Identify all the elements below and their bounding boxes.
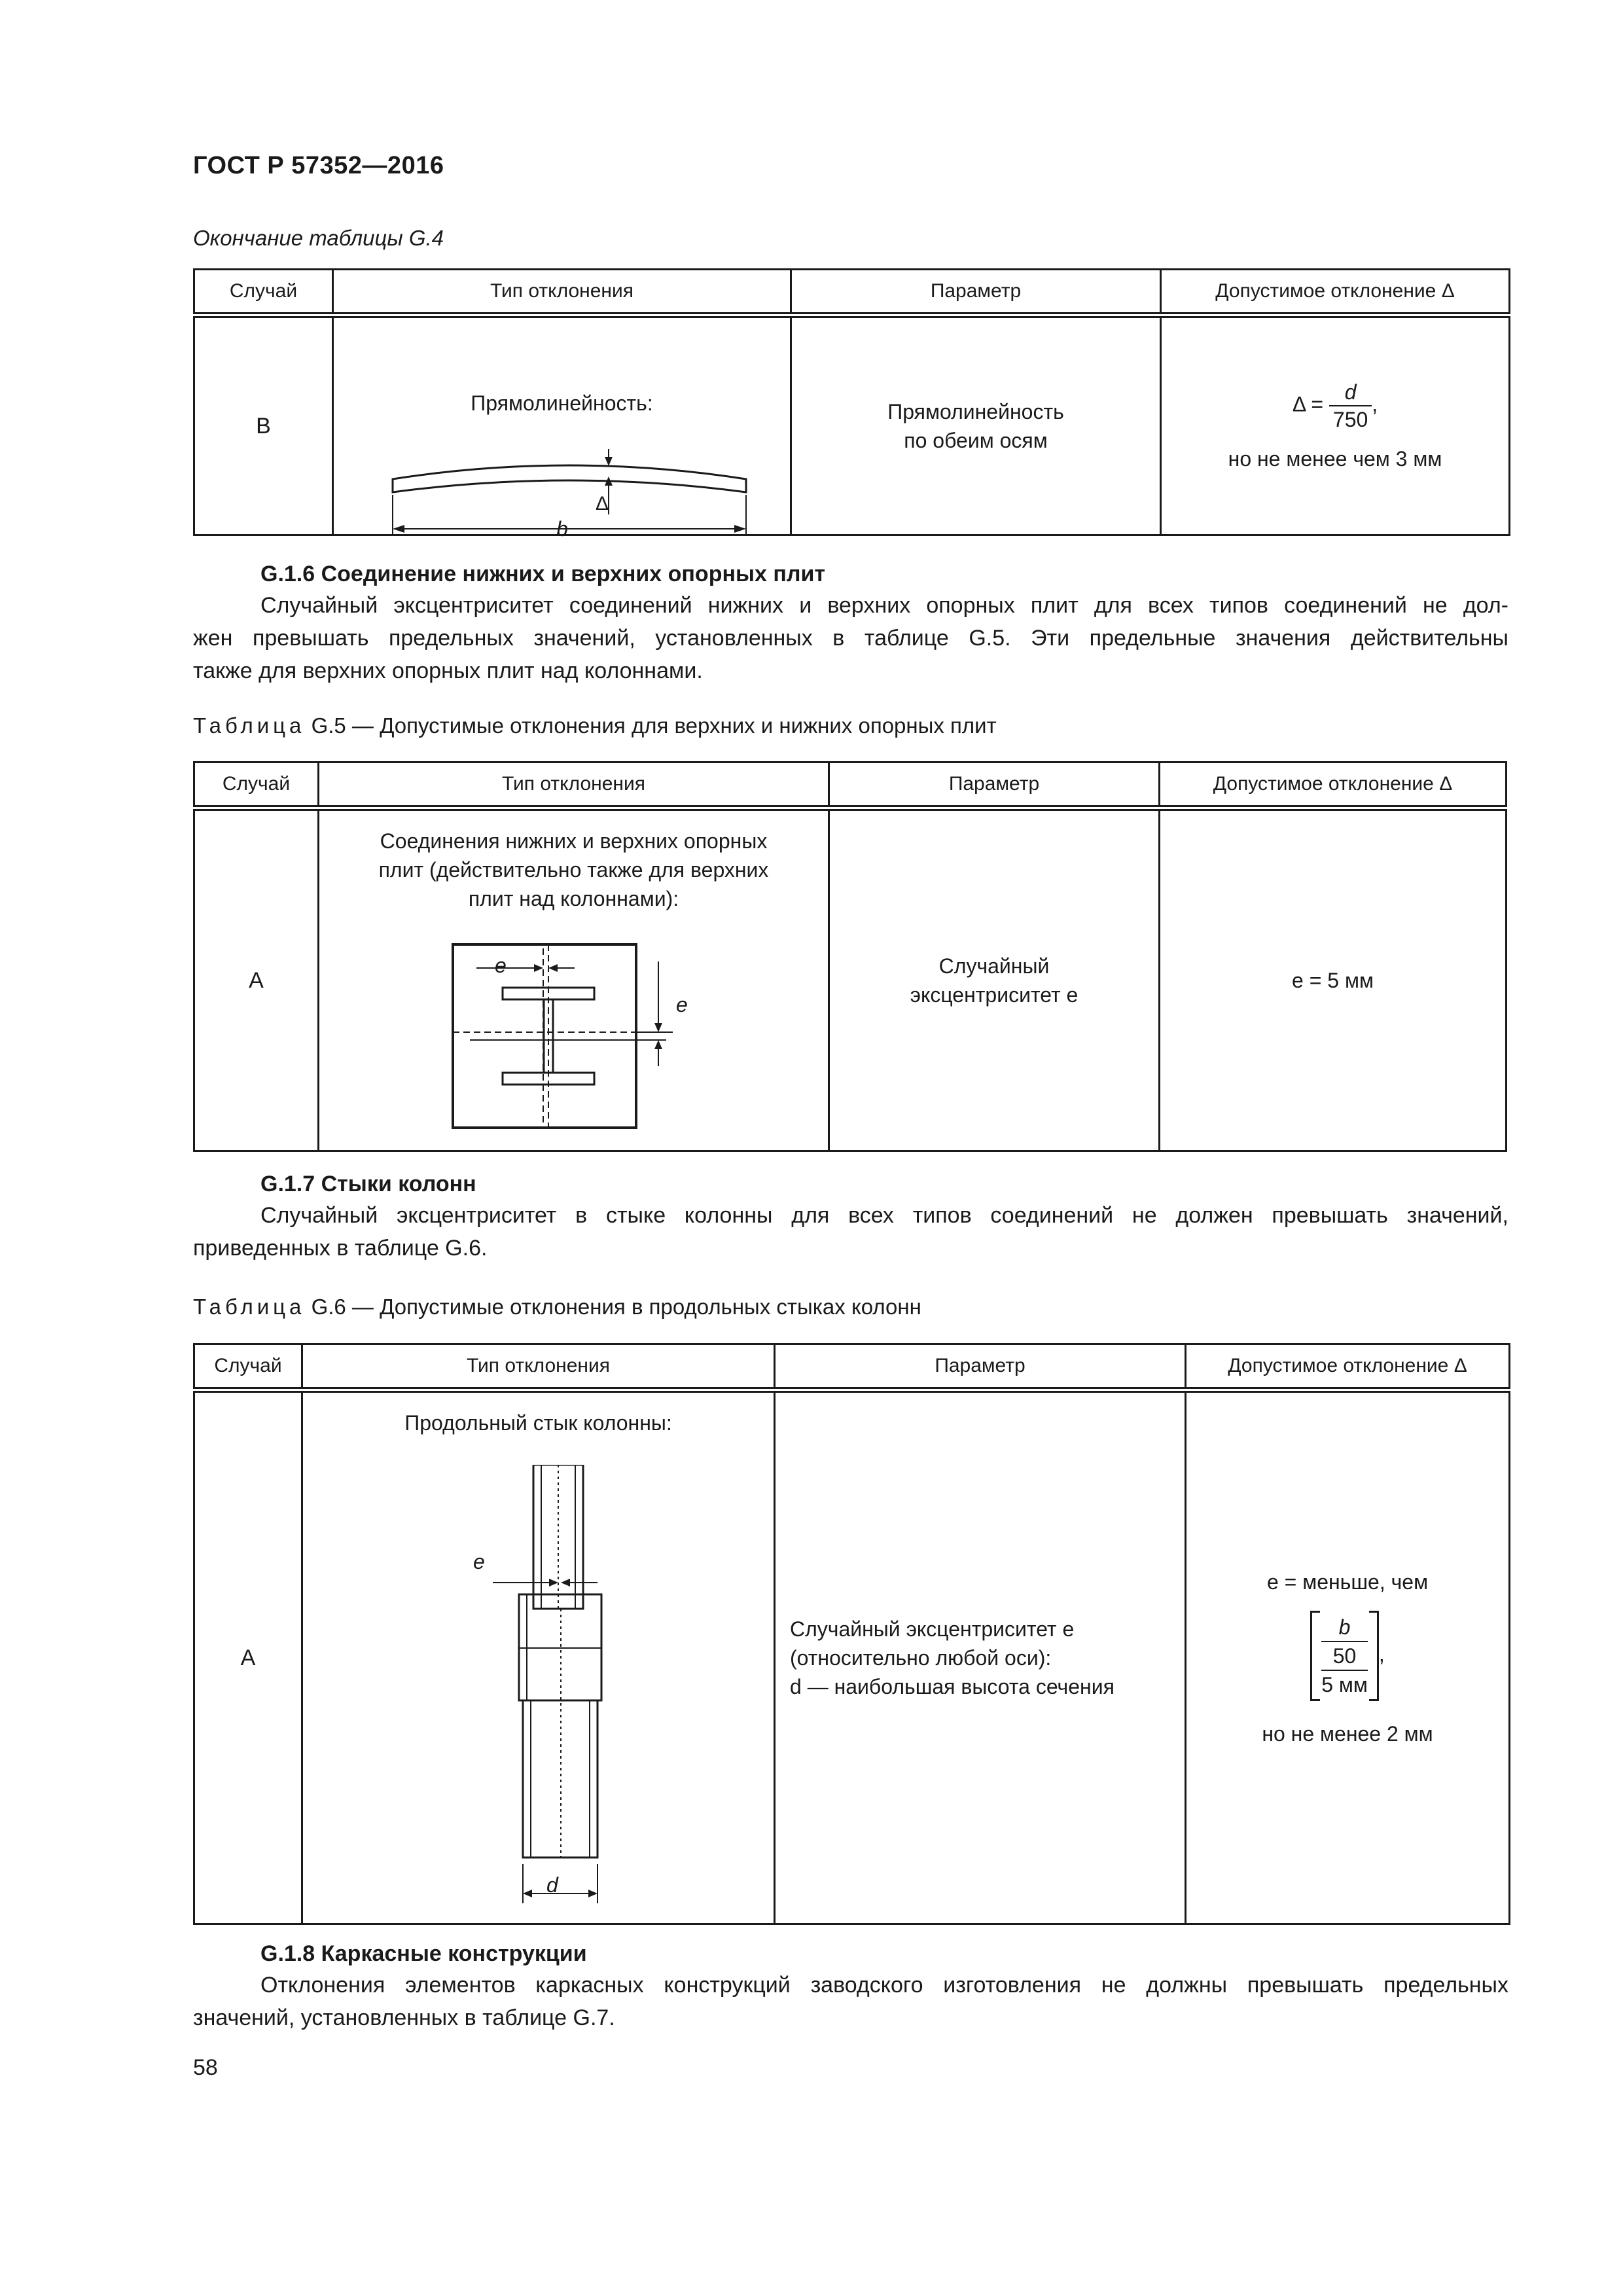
column-header: Случай bbox=[194, 1344, 302, 1390]
tolerance-comma: , bbox=[1378, 1642, 1385, 1666]
fraction-numerator: d bbox=[1329, 379, 1372, 406]
parameter-cell bbox=[791, 315, 1161, 535]
bracket-5mm: 5 мм bbox=[1321, 1673, 1368, 1696]
caption-prefix: Таблица bbox=[193, 713, 306, 738]
caption-text: G.6 — Допустимые отклонения в продольных стыках колонн bbox=[311, 1295, 921, 1319]
paragraph-line: значений, установленных в таблице G.7. bbox=[193, 2005, 615, 2030]
column-header: Случай bbox=[194, 270, 333, 315]
fraction-denominator: 750 bbox=[1332, 408, 1368, 431]
parameter-line: Случайный эксцентриситет e bbox=[790, 1617, 1075, 1641]
table-caption-g5 bbox=[193, 713, 997, 738]
table-header-row bbox=[194, 1344, 1510, 1390]
table-g5 bbox=[193, 761, 1507, 1152]
parameter-line: Прямолинейность bbox=[887, 400, 1064, 423]
parameter-cell bbox=[775, 1390, 1186, 1924]
tolerance-lhs: Δ = bbox=[1292, 392, 1323, 416]
paragraph-line: Отклонения элементов каркасных конструкций заводского изготовления не должны превышать предельных bbox=[260, 1973, 1508, 1998]
case-cell: A bbox=[194, 1390, 302, 1924]
paragraph-line: приведенных в таблице G.6. bbox=[193, 1236, 488, 1261]
caption-prefix: Таблица bbox=[193, 1295, 306, 1319]
base-plate-diagram bbox=[450, 942, 725, 1138]
table-row bbox=[194, 315, 1510, 535]
deviation-type-cell bbox=[333, 315, 791, 541]
page-number: 58 bbox=[193, 2055, 218, 2080]
paragraph-line: жен превышать предельных значений, установленных в таблице G.5. Эти предельные значения действительны bbox=[193, 626, 1508, 651]
paragraph-line: Случайный эксцентриситет в стыке колонны для всех типов соединений не должен превышать значений, bbox=[260, 1203, 1508, 1228]
tolerance-bracket bbox=[1310, 1611, 1379, 1701]
tolerance-note: но не менее чем 3 мм bbox=[1228, 447, 1442, 471]
parameter-line: Случайный bbox=[938, 954, 1050, 978]
deviation-type-cell bbox=[319, 808, 829, 1151]
parameter-line: (относительно любой оси): bbox=[790, 1646, 1052, 1670]
section-title-g16: G.1.6 Соединение нижних и верхних опорных плит bbox=[260, 562, 826, 586]
parameter-line: d — наибольшая высота сечения bbox=[790, 1675, 1115, 1698]
table-g4-end bbox=[193, 268, 1510, 541]
parameter-cell bbox=[829, 808, 1160, 1151]
section-title-g17: G.1.7 Стыки колонн bbox=[260, 1172, 476, 1196]
column-header: Параметр bbox=[775, 1344, 1186, 1390]
deviation-type-cell bbox=[302, 1390, 775, 1924]
column-header: Тип отклонения bbox=[319, 762, 829, 808]
case-cell: B bbox=[194, 315, 333, 535]
deviation-type-line: плит (действительно также для верхних bbox=[378, 858, 769, 882]
tolerance-comma: , bbox=[1372, 392, 1378, 416]
tolerance-note: но не менее 2 мм bbox=[1262, 1722, 1433, 1746]
tolerance-cell bbox=[1186, 1390, 1510, 1924]
table-row bbox=[194, 808, 1507, 1151]
d-label: d bbox=[546, 1873, 558, 1897]
table-caption-g4: Окончание таблицы G.4 bbox=[193, 226, 444, 250]
case-cell: A bbox=[194, 808, 319, 1151]
document-header: ГОСТ Р 57352—2016 bbox=[193, 152, 444, 179]
table-g6 bbox=[193, 1343, 1510, 1925]
tolerance-cell: e = 5 мм bbox=[1160, 808, 1507, 1151]
section-title-g18: G.1.8 Каркасные конструкции bbox=[260, 1941, 587, 1966]
table-header-row bbox=[194, 270, 1510, 315]
column-header: Допустимое отклонение Δ bbox=[1186, 1344, 1510, 1390]
b-label: b bbox=[556, 517, 568, 541]
parameter-line: эксцентриситет e bbox=[910, 983, 1079, 1007]
e-label: e bbox=[473, 1550, 485, 1573]
table-row bbox=[194, 1390, 1510, 1924]
column-splice-diagram bbox=[486, 1465, 656, 1910]
tolerance-fraction bbox=[1329, 379, 1372, 433]
column-header: Случай bbox=[194, 762, 319, 808]
delta-label: Δ bbox=[596, 493, 609, 514]
table-caption-g6 bbox=[193, 1295, 921, 1319]
parameter-line: по обеим осям bbox=[904, 429, 1048, 452]
column-header: Тип отклонения bbox=[302, 1344, 775, 1390]
column-header: Параметр bbox=[791, 270, 1161, 315]
deviation-type-line: плит над колоннами): bbox=[468, 887, 679, 910]
deviation-type-line: Соединения нижних и верхних опорных bbox=[380, 829, 768, 853]
paragraph-line: Случайный эксцентриситет соединений нижних и верхних опорных плит для всех типов соединений не дол- bbox=[260, 593, 1508, 618]
column-header: Допустимое отклонение Δ bbox=[1161, 270, 1510, 315]
table-header-row bbox=[194, 762, 1507, 808]
deviation-type-label: Продольный стык колонны: bbox=[404, 1411, 672, 1435]
bracket-50: 50 bbox=[1321, 1642, 1368, 1671]
e-side-label: e bbox=[676, 993, 688, 1016]
e-top-label: e bbox=[495, 954, 507, 977]
column-header: Допустимое отклонение Δ bbox=[1160, 762, 1507, 808]
caption-text: G.5 — Допустимые отклонения для верхних и нижних опорных плит bbox=[311, 713, 997, 738]
column-header: Тип отклонения bbox=[333, 270, 791, 315]
deviation-type-label: Прямолинейность: bbox=[471, 391, 653, 415]
tolerance-line: e = меньше, чем bbox=[1266, 1570, 1429, 1594]
column-header: Параметр bbox=[829, 762, 1160, 808]
bracket-b: b bbox=[1321, 1613, 1368, 1642]
paragraph-line: также для верхних опорных плит над колоннами. bbox=[193, 658, 703, 683]
tolerance-cell bbox=[1161, 315, 1510, 535]
